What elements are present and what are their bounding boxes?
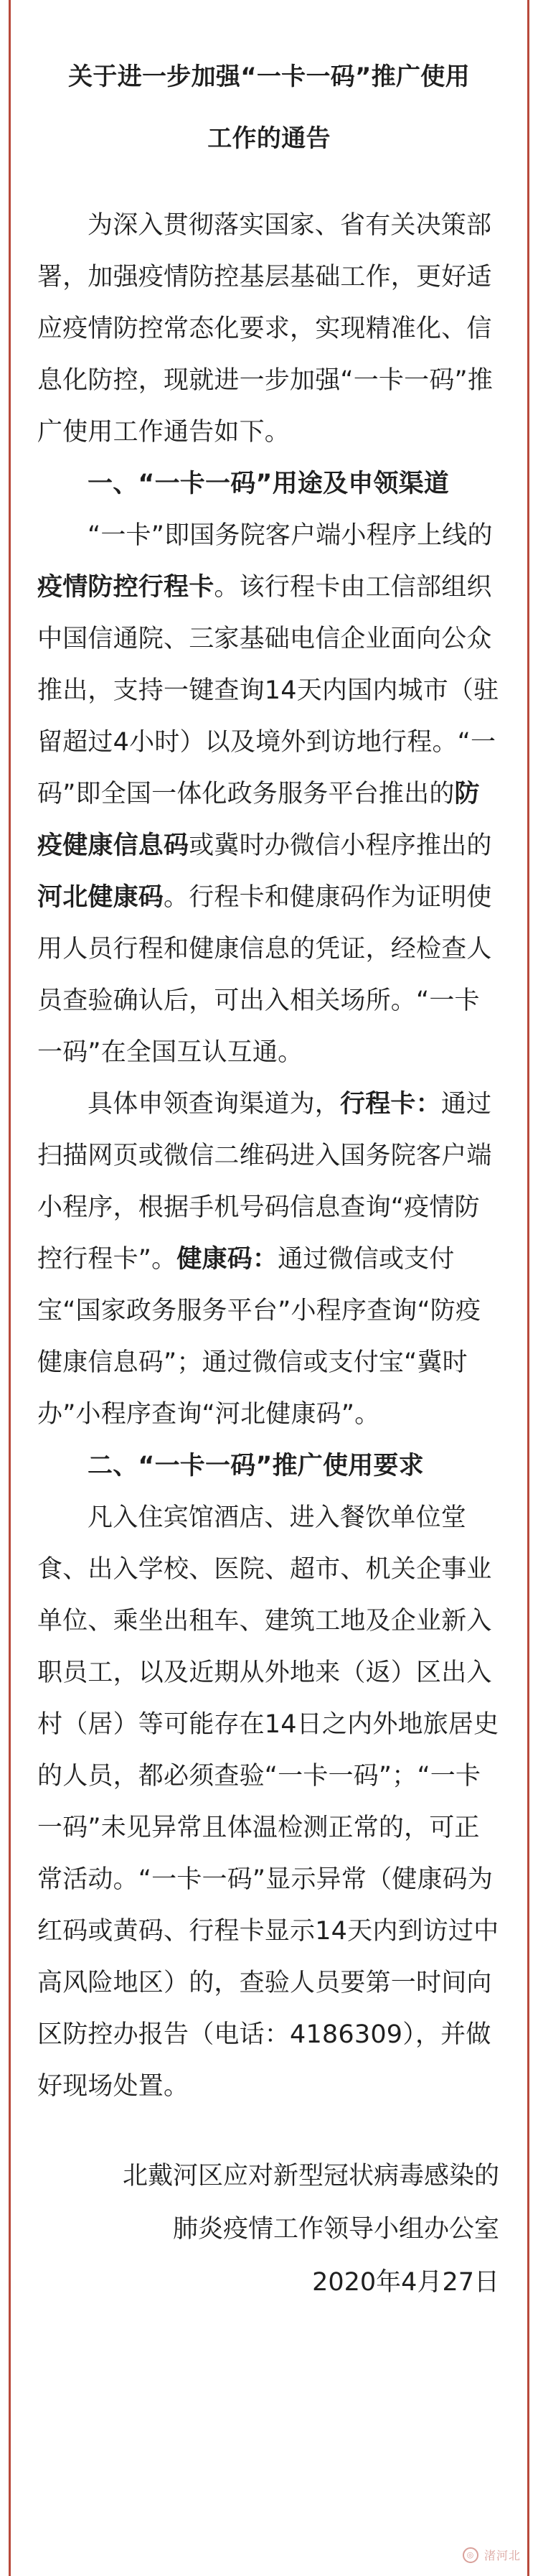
section-1-p1-bold-3: 河北健康码 bbox=[37, 883, 164, 912]
section-1-p2-part-3: 通过微信或支付宝“国家政务服务平台”小程序查询“防疫健康信息码”；通过微信或支付宝“冀时办”小程序查询“河北健康码”。 bbox=[37, 1245, 481, 1429]
document-body bbox=[37, 200, 501, 2112]
section-2-paragraph-1: 凡入住宾馆酒店、进入餐饮单位堂食、出入学校、医院、超市、机关企事业单位、乘坐出租车、建筑工地及企业新入职员工，以及近期从外地来（返）区出入村（居）等可能存在14日之内外地旅居史的人员，都必须查验“一卡一码”；“一卡一码”未见异常且体温检测正常的，可正常活动。“一卡一码”显示异常（健康码为红码或黄码、行程卡显示14天内到访过中高风险地区）的，查验人员要第一时间向区防控办报告（电话：4186309），并做好现场处置。 bbox=[37, 1503, 499, 2101]
section-1-p2-bold-2: 健康码： bbox=[176, 1245, 278, 1274]
circle-seal-icon: ◎ bbox=[463, 2547, 478, 2563]
intro-paragraph: 为深入贯彻落实国家、省有关决策部署，加强疫情防控基层基础工作，更好适应疫情防控常态化要求，实现精准化、信息化防控，现就进一步加强“一卡一码”推广使用工作通告如下。 bbox=[37, 211, 494, 447]
section-1-p2-bold-1: 行程卡： bbox=[340, 1090, 441, 1119]
issuing-office-line-2: 肺炎疫情工作领导小组办公室 bbox=[172, 2215, 499, 2244]
right-border-line bbox=[527, 0, 529, 2576]
section-1-p2-part-1: 具体申领查询渠道为， bbox=[88, 1090, 341, 1119]
issuing-office-line-1: 北戴河区应对新型冠状病毒感染的 bbox=[122, 2162, 499, 2190]
section-1-p1-part-2: 。该行程卡由工信部组织中国信通院、三家基础电信企业面向公众推出，支持一键查询14天内国内城市（驻留超过4小时）以及境外到访地行程。“一码”即全国一体化政务服务平台推出的 bbox=[37, 573, 499, 808]
section-1-paragraph-2 bbox=[37, 1078, 501, 1440]
section-1-p2-part-2: 通过扫描网页或微信二维码进入国务院客户端小程序，根据手机号码信息查询“疫情防控行程卡”。 bbox=[37, 1090, 492, 1274]
document-title-line-1: 关于进一步加强“一卡一码”推广使用 bbox=[68, 62, 470, 91]
section-1-heading: 一、“一卡一码”用途及申领渠道 bbox=[88, 470, 450, 498]
section-2-heading: 二、“一卡一码”推广使用要求 bbox=[88, 1452, 424, 1480]
left-border-line bbox=[9, 0, 11, 2576]
issue-date: 2020年4月27日 bbox=[312, 2268, 499, 2297]
section-1-p1-part-3: 或冀时办微信小程序推出的 bbox=[189, 831, 492, 860]
notice-document bbox=[37, 0, 501, 2576]
section-1-p1-part-1: “一卡”即国务院客户端小程序上线的 bbox=[88, 521, 493, 550]
section-1-paragraph-1 bbox=[37, 510, 501, 1078]
signature-block bbox=[37, 2150, 501, 2309]
section-1-p1-bold-1: 疫情防控行程卡 bbox=[37, 573, 214, 602]
source-watermark bbox=[463, 2547, 521, 2563]
watermark-text: 渚河北 bbox=[483, 2549, 521, 2562]
document-title-line-2: 工作的通告 bbox=[207, 124, 331, 153]
section-1-p1-part-4: 。行程卡和健康码作为证明使用人员行程和健康信息的凭证，经检查人员查验确认后，可出入相关场所。“一卡一码”在全国互认互通。 bbox=[37, 883, 492, 1067]
section-1-p1-bold-2: 防疫健康信息码 bbox=[37, 780, 480, 860]
document-title bbox=[37, 0, 501, 169]
